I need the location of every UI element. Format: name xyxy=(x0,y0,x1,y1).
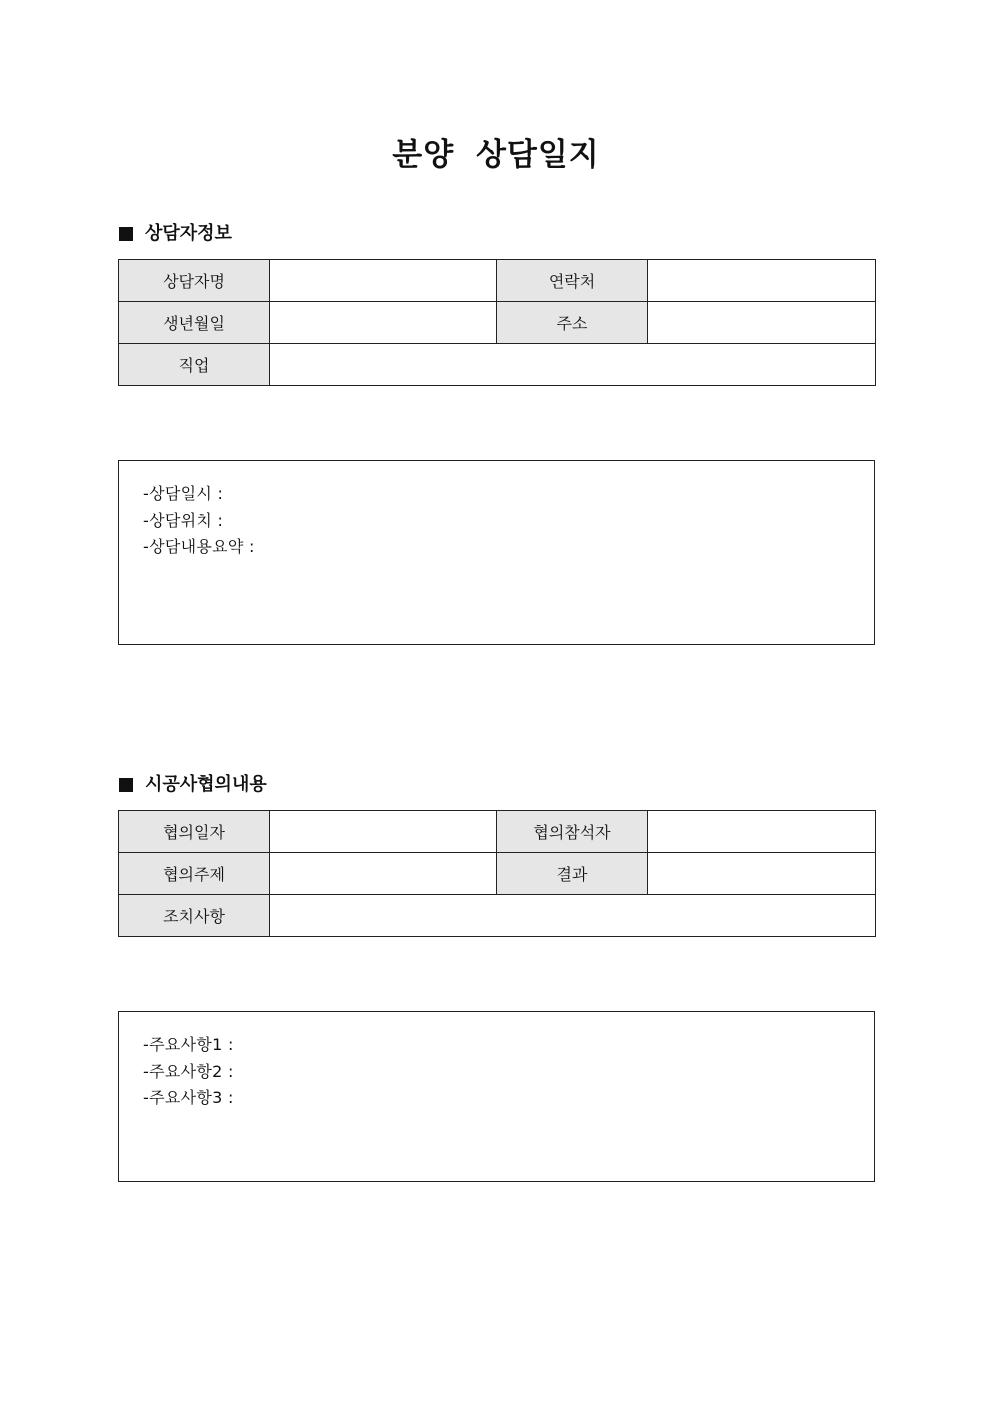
meeting-topic-field[interactable] xyxy=(270,853,497,895)
key-point-3-line: -주요사항3 : xyxy=(143,1088,234,1107)
section-heading-contractor-consultation xyxy=(119,773,267,797)
table-row xyxy=(119,811,876,853)
meeting-attendees-field[interactable] xyxy=(648,811,876,853)
table-row xyxy=(119,853,876,895)
consultation-datetime-line: -상담일시 : xyxy=(143,484,224,503)
section-heading-label: 시공사협의내용 xyxy=(145,774,267,795)
section-heading-consultant-info xyxy=(119,222,232,246)
label-contact: 연락처 xyxy=(497,260,648,302)
label-meeting-topic: 협의주제 xyxy=(119,853,270,895)
label-birthdate: 생년월일 xyxy=(119,302,270,344)
consultation-notes-box[interactable] xyxy=(118,460,875,645)
table-row xyxy=(119,302,876,344)
birthdate-field[interactable] xyxy=(270,302,497,344)
label-meeting-attendees: 협의참석자 xyxy=(497,811,648,853)
consultant-info-table xyxy=(118,259,876,386)
table-row xyxy=(119,895,876,937)
key-points-box[interactable] xyxy=(118,1011,875,1182)
label-result: 결과 xyxy=(497,853,648,895)
table-row xyxy=(119,344,876,386)
label-address: 주소 xyxy=(497,302,648,344)
black-square-bullet-icon xyxy=(119,778,133,792)
contact-field[interactable] xyxy=(648,260,876,302)
label-consultant-name: 상담자명 xyxy=(119,260,270,302)
meeting-date-field[interactable] xyxy=(270,811,497,853)
occupation-field[interactable] xyxy=(270,344,876,386)
action-items-field[interactable] xyxy=(270,895,876,937)
label-meeting-date: 협의일자 xyxy=(119,811,270,853)
consultation-summary-line: -상담내용요약 : xyxy=(143,537,255,556)
result-field[interactable] xyxy=(648,853,876,895)
label-occupation: 직업 xyxy=(119,344,270,386)
page-title: 분양 상담일지 xyxy=(392,137,600,173)
key-point-2-line: -주요사항2 : xyxy=(143,1061,234,1081)
label-action-items: 조치사항 xyxy=(119,895,270,937)
table-row xyxy=(119,260,876,302)
section-heading-label: 상담자정보 xyxy=(145,223,232,244)
consultation-location-line: -상담위치 : xyxy=(143,510,224,530)
consultant-name-field[interactable] xyxy=(270,260,497,302)
black-square-bullet-icon xyxy=(119,227,133,241)
key-point-1-line: -주요사항1 : xyxy=(143,1035,234,1054)
contractor-consultation-table xyxy=(118,810,876,937)
address-field[interactable] xyxy=(648,302,876,344)
